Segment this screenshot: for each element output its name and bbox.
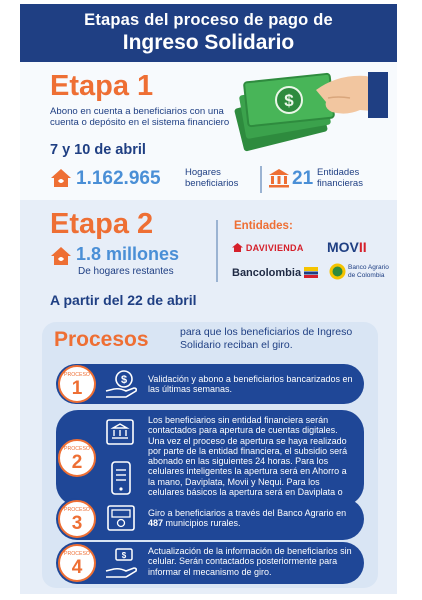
process-text-3	[148, 508, 354, 529]
processes-subtitle: para que los beneficiarios de Ingreso Solidario reciban el giro.	[180, 326, 353, 351]
stage-1-section	[20, 62, 397, 200]
process-text-3-bold: 487	[148, 518, 164, 529]
from-date: A partir del 22 de abril	[50, 292, 197, 308]
movii-text-a: MOV	[327, 239, 359, 255]
header	[20, 4, 397, 62]
entities-label-line-1: Entidades	[317, 167, 360, 178]
process-row-3	[56, 498, 364, 540]
entities-label-line-2: financieras	[317, 177, 363, 189]
house-logo-icon	[232, 243, 243, 252]
stat-divider	[260, 166, 262, 193]
process-text-4: Actualización de la información de beneficiarios sin celular. Serán contactados posteriormente para informar el mecanismo de giro.	[148, 546, 352, 577]
households-label	[185, 168, 238, 189]
process-row-4	[56, 542, 364, 584]
process-badge-label: PROCESO	[64, 551, 90, 557]
mobile-phone-icon	[104, 460, 138, 498]
davivienda-text: DAVIVIENDA	[245, 243, 304, 253]
header-line-2: Ingreso Solidario	[122, 31, 295, 54]
bancolombia-text: Bancolombia	[232, 267, 302, 279]
households-label-line-1: Hogares	[185, 167, 221, 178]
banco-agrario-text-1: Banco Agrario	[348, 264, 389, 271]
remaining-millions: 1.8 millones	[76, 244, 180, 264]
process-row-1	[56, 364, 364, 404]
process-badge-2	[58, 439, 96, 477]
entities-value: 21	[292, 168, 314, 189]
process-number: 2	[71, 452, 83, 473]
banco-agrario-emblem-icon	[329, 263, 346, 280]
atm-icon	[104, 504, 138, 534]
process-badge-4	[58, 544, 96, 582]
bank-icon	[268, 168, 290, 188]
process-number: 1	[71, 378, 83, 399]
process-badge-label: PROCESO	[64, 372, 90, 378]
bank-card-icon	[104, 416, 138, 450]
bancolombia-logo	[232, 267, 318, 279]
process-number: 4	[71, 557, 83, 578]
process-row-2	[56, 410, 364, 506]
header-line-1: Etapas del proceso de pago de	[84, 11, 333, 29]
bancolombia-flag-icon	[304, 267, 318, 278]
processes-title: Procesos	[54, 328, 149, 351]
infographic	[20, 4, 397, 594]
house-icon	[50, 168, 72, 188]
movii-text-b: II	[358, 239, 367, 255]
coin-hand-icon	[104, 369, 140, 399]
svg-text:$: $	[121, 551, 127, 560]
banco-agrario-text-2: de Colombia	[348, 271, 385, 279]
money-hand-icon	[228, 68, 388, 160]
process-text-1: Validación y abono a beneficiarios bancarizados en las últimas semanas.	[148, 374, 353, 395]
entities-title: Entidades:	[234, 220, 293, 232]
households-label-line-2: beneficiarios	[185, 177, 239, 189]
stage-2-section	[20, 200, 397, 320]
process-number: 3	[71, 513, 83, 534]
stage-2-title: Etapa 2	[50, 208, 154, 240]
process-badge-1	[58, 365, 96, 403]
process-badge-label: PROCESO	[64, 507, 90, 513]
banco-agrario-logo	[348, 264, 389, 279]
entities-label	[317, 168, 363, 189]
dollar-hand-icon	[104, 547, 140, 579]
process-badge-3	[58, 500, 96, 538]
process-text-3-b: municipios rurales.	[163, 518, 241, 529]
remaining-label: De hogares restantes	[78, 266, 174, 277]
stage-1-description: Abono en cuenta a beneficiarios con una cuenta o depósito en el sistema financiero	[50, 106, 230, 128]
processes-panel	[42, 322, 378, 588]
davivienda-logo	[232, 243, 304, 253]
process-text-2: Los beneficiarios sin entidad financiera serán contactados para apertura de cuentas digitales. Una vez el proceso de apertura se haya realizado por parte de la entidad financiera, el subsidio será abonado en las siguientes 24 horas. Para los celulares inteligentes la apertura será en Ahorro a la mano, Daviplata, Movii y Nequi. Para los celulares básicos la apertura será en Daviplata o	[148, 415, 348, 498]
svg-text:$: $	[120, 374, 128, 386]
stage-1-dates: 7 y 10 de abril	[50, 142, 146, 158]
movii-logo	[327, 239, 367, 255]
house-icon	[50, 246, 72, 266]
stage-2-divider	[216, 220, 218, 282]
stage-1-title: Etapa 1	[50, 70, 154, 102]
households-value: 1.162.965	[76, 168, 161, 189]
process-text-3-a: Giro a beneficiarios a través del Banco Agrario en	[148, 508, 347, 518]
svg-text:$: $	[284, 91, 294, 110]
process-badge-label: PROCESO	[64, 446, 90, 452]
